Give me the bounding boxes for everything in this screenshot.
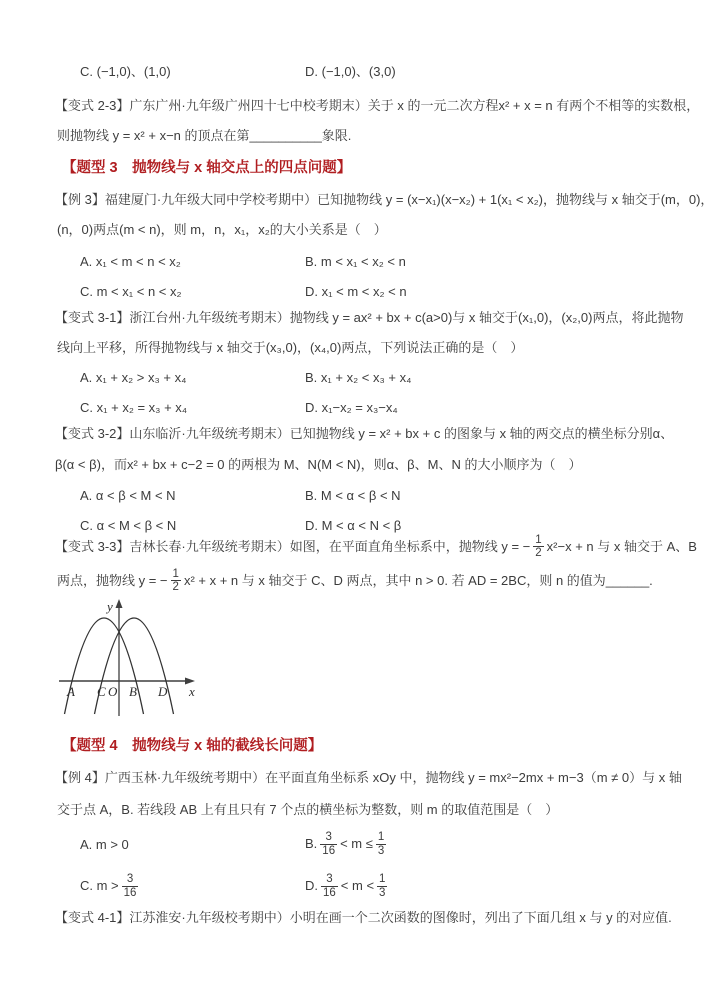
parabola-right-curve xyxy=(95,618,174,714)
problem-3-2-line1: 【变式 3-2】山东临沂·九年级统考期末）已知抛物线 y = x² + bx + c 的图象与 x 轴的两交点的横坐标分别α、 xyxy=(55,426,674,441)
example-3-line2: (n，0)两点(m < n)，则 m，n，x₁，x₂的大小关系是（ ） xyxy=(57,222,387,237)
label-y-axis: y xyxy=(107,599,113,614)
fraction-3-16 xyxy=(321,873,338,898)
problem-3-3-line1 xyxy=(55,534,697,559)
problem-2-3-line2: 则抛物线 y = x² + x−n 的顶点在第__________象限. xyxy=(57,128,352,143)
problem-3-2-option-d: D. M < α < N < β xyxy=(305,518,402,533)
fraction-1-3 xyxy=(376,831,386,856)
fraction-denominator: 2 xyxy=(172,581,179,594)
label-x-axis: x xyxy=(189,684,195,699)
fraction-numerator: 1 xyxy=(172,568,179,580)
example-3-line1: 【例 3】福建厦门·九年级大同中学校考期中）已知抛物线 y = (x−x₁)(x−x₂) + 1(x₁ < x₂)，抛物线与 x 轴交于(m，0)， xyxy=(55,192,714,207)
problem-3-2-line2: β(α < β)，而x² + bx + c−2 = 0 的两根为 M、N(M < N)，则α、β、M、N 的大小顺序为（ ） xyxy=(55,457,582,472)
fraction-denominator: 3 xyxy=(377,844,385,857)
fraction-3-16 xyxy=(320,831,337,856)
y-axis-arrow xyxy=(116,599,123,608)
problem-3-3-line1-pre: 【变式 3-3】吉林长春·九年级统考期末）如图，在平面直角坐标系中，抛物线 y = − xyxy=(55,538,531,554)
label-origin: O xyxy=(108,684,118,699)
example-4-option-c-pre: C. m > xyxy=(80,878,119,893)
example-4-option-b-mid: < m ≤ xyxy=(340,836,373,851)
fraction-numerator: 1 xyxy=(379,873,386,886)
problem-2-3-line1: 【变式 2-3】广东广州·九年级广州四十七中校考期末）关于 x 的一元二次方程x² + x = n 有两个不相等的实数根， xyxy=(55,98,700,113)
problem-3-2-option-c: C. α < M < β < N xyxy=(80,518,177,533)
example-4-option-a-text: A. m > 0 xyxy=(80,837,129,852)
fraction-denominator: 16 xyxy=(123,886,137,899)
fraction-numerator: 3 xyxy=(122,873,139,886)
example-4-option-c xyxy=(80,868,141,904)
example-4-option-b-pre: B. xyxy=(305,836,318,851)
fraction-numerator: 1 xyxy=(377,831,385,844)
example-3-option-b: B. m < x₁ < x₂ < n xyxy=(305,254,406,269)
fraction-denominator: 16 xyxy=(323,886,336,899)
label-point-d: D xyxy=(158,684,168,699)
problem-3-3-line2 xyxy=(57,568,653,593)
problem-3-3-line2-post: x² + x + n 与 x 轴交于 C、D 两点，其中 n > 0. 若 AD = 2BC，则 n 的值为______. xyxy=(183,572,653,588)
problem-4-1-line1: 【变式 4-1】江苏淮安·九年级校考期中）小明在画一个二次函数的图像时，列出了下面几组 x 与 y 的对应值. xyxy=(55,910,672,925)
example-4-option-a xyxy=(80,835,129,855)
example-4-option-d-mid: < m < xyxy=(340,878,375,893)
parabola-figure-svg xyxy=(55,598,205,718)
section-heading-type3: 【题型 3 抛物线与 x 轴交点上的四点问题】 xyxy=(62,160,352,176)
label-point-b: B xyxy=(129,684,137,699)
problem-3-1-option-a: A. x₁ + x₂ > x₃ + x₄ xyxy=(80,370,187,385)
problem-3-1-option-d: D. x₁−x₂ = x₃−x₄ xyxy=(305,400,398,415)
example-4-option-b xyxy=(305,826,389,862)
problem-3-1-option-c: C. x₁ + x₂ = x₃ + x₄ xyxy=(80,400,188,415)
parabola-figure xyxy=(55,598,205,724)
label-point-a: A xyxy=(67,684,75,699)
fraction-3-16 xyxy=(122,873,139,898)
problem-3-1-line1: 【变式 3-1】浙江台州·九年级统考期末）抛物线 y = ax² + bx + c(a>0)与 x 轴交于(x₁,0)，(x₂,0)两点，将此抛物 xyxy=(55,310,684,325)
fraction-one-half xyxy=(533,534,543,559)
example-3-option-d: D. x₁ < m < x₂ < n xyxy=(305,284,407,299)
problem-3-3-line1-post: x²−x + n 与 x 轴交于 A、B xyxy=(546,538,697,554)
parabola-left-curve xyxy=(65,618,144,714)
fraction-denominator: 2 xyxy=(535,547,542,560)
example-3-option-c: C. m < x₁ < n < x₂ xyxy=(80,284,182,299)
example-4-line2: 交于点 A，B. 若线段 AB 上有且只有 7 个点的横坐标为整数，则 m 的取值范围是（ ） xyxy=(57,802,559,817)
fraction-1-3 xyxy=(377,873,387,898)
problem-3-2-option-a: A. α < β < M < N xyxy=(80,488,176,503)
fraction-denominator: 3 xyxy=(379,886,386,899)
fraction-numerator: 3 xyxy=(320,831,337,844)
fraction-numerator: 3 xyxy=(321,873,338,886)
label-point-c: C xyxy=(97,684,106,699)
example-4-option-d-pre: D. xyxy=(305,878,318,893)
problem-3-2-option-b: B. M < α < β < N xyxy=(305,488,401,503)
example-4-line1: 【例 4】广西玉林·九年级统考期中）在平面直角坐标系 xOy 中，抛物线 y = mx²−2mx + m−3（m ≠ 0）与 x 轴 xyxy=(55,770,682,785)
example-4-option-d xyxy=(305,868,390,904)
fraction-numerator: 1 xyxy=(535,534,542,546)
section-heading-type4: 【题型 4 抛物线与 x 轴的截线长问题】 xyxy=(62,738,323,754)
prev-option-d: D. (−1,0)、(3,0) xyxy=(305,64,396,79)
example-3-option-a: A. x₁ < m < n < x₂ xyxy=(80,254,181,269)
prev-option-c: C. (−1,0)、(1,0) xyxy=(80,64,171,79)
fraction-denominator: 16 xyxy=(322,844,336,857)
problem-3-1-option-b: B. x₁ + x₂ < x₃ + x₄ xyxy=(305,370,412,385)
problem-3-1-line2: 线向上平移，所得抛物线与 x 轴交于(x₃,0)，(x₄,0)两点，下列说法正确的是（ ） xyxy=(57,340,524,355)
problem-3-3-line2-pre: 两点，抛物线 y = − xyxy=(57,572,168,588)
fraction-one-half xyxy=(171,568,181,593)
